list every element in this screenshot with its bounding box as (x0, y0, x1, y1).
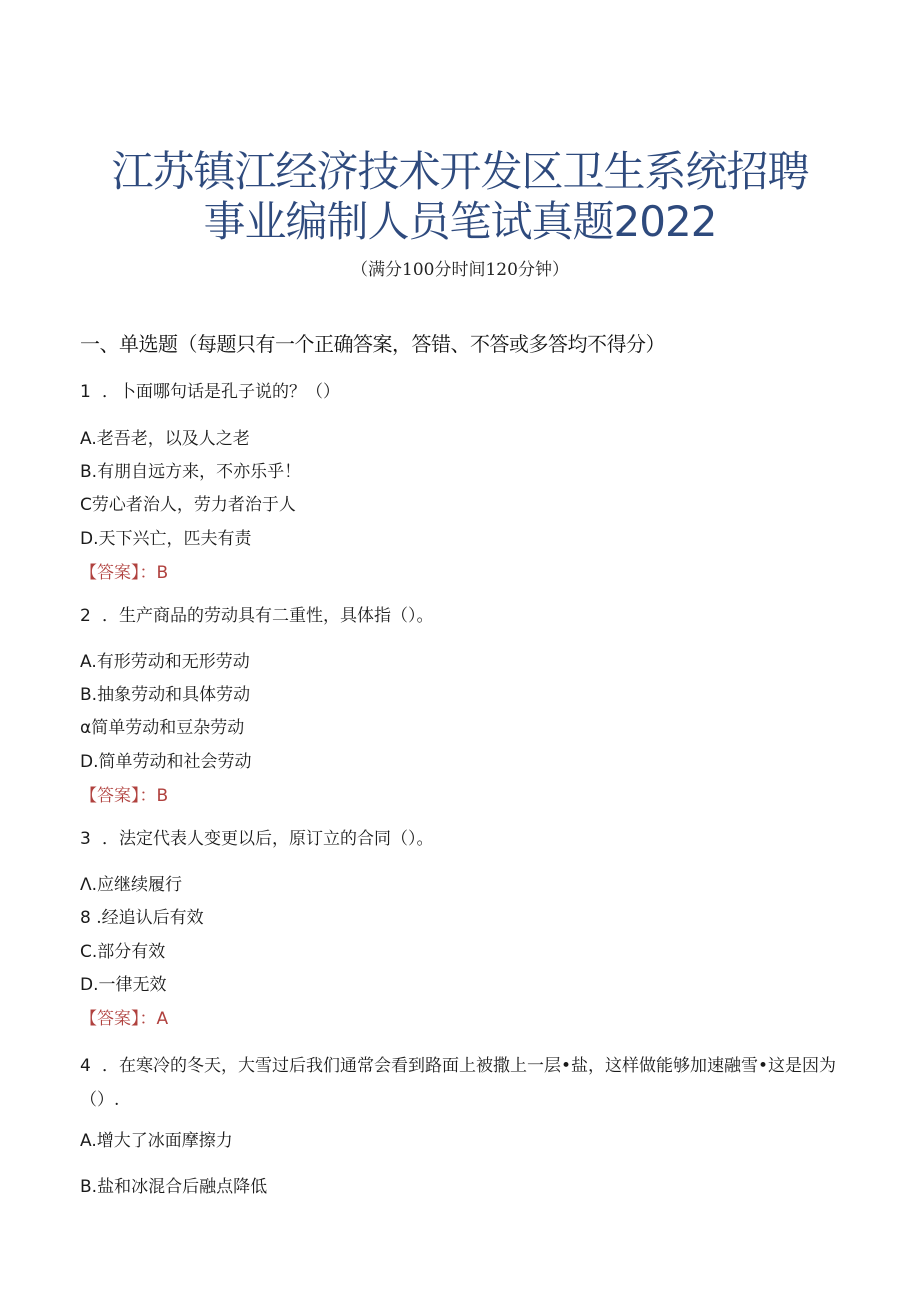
option-text: 有形劳动和无形劳动 (96, 652, 250, 672)
option-text: 抽象劳动和具体劳动 (97, 685, 251, 705)
answer-value: A (156, 1009, 169, 1029)
option-letter: α (80, 718, 92, 738)
option-letter: D. (80, 975, 99, 995)
option-text: 天下兴亡，匹夫有责 (98, 529, 252, 549)
answer-label: 【答案】： (80, 563, 157, 583)
option-letter: D. (80, 529, 99, 549)
answer-1 (80, 561, 168, 585)
option-letter: D. (80, 752, 99, 772)
option-text: 简单劳动和豆杂劳动 (91, 718, 245, 738)
option-text: 应继续履行 (97, 875, 183, 895)
option-3-c (80, 940, 165, 964)
option-text: 简单劳动和社会劳动 (98, 752, 252, 772)
option-1-d (80, 527, 252, 551)
option-3-d (80, 973, 167, 997)
question-4 (80, 1049, 840, 1117)
option-text: 老吾老，以及人之老 (96, 429, 250, 449)
option-text: 一律无效 (98, 975, 167, 995)
option-letter: Λ. (80, 875, 98, 895)
option-letter: A. (80, 429, 97, 449)
question-number: 1 (80, 382, 91, 402)
answer-3 (80, 1007, 168, 1031)
option-2-d (80, 750, 252, 774)
option-text: 盐和冰混合后融点降低 (97, 1177, 268, 1197)
question-text: ．生产商品的劳动具有二重性，具体指（）。 (102, 606, 434, 626)
answer-label: 【答案】： (80, 1009, 157, 1029)
section-heading: 一、单选题（每题只有一个正确答案，答错、不答或多答均不得分） (80, 332, 665, 356)
option-letter: B. (80, 685, 98, 705)
option-1-a (80, 427, 250, 451)
option-letter: A. (80, 652, 97, 672)
question-number: 3 (80, 829, 91, 849)
question-number: 4 (80, 1056, 91, 1076)
option-letter: C (80, 495, 92, 515)
answer-value: B (156, 786, 169, 806)
question-1 (80, 380, 340, 404)
option-4-b (80, 1175, 267, 1199)
option-letter: A. (80, 1131, 97, 1151)
option-1-c (80, 493, 296, 517)
option-text: 劳心者治人，劳力者治于人 (91, 495, 296, 515)
option-text: 增大了冰面摩擦力 (96, 1131, 233, 1151)
option-2-b (80, 683, 250, 707)
option-1-b (80, 460, 301, 484)
option-text: 有朋自远方来，不亦乐乎！ (97, 462, 302, 482)
option-text: .经追认后有效 (90, 908, 204, 928)
question-2 (80, 604, 434, 628)
option-letter: C. (80, 942, 98, 962)
question-text: ．在寒冷的冬天，大雪过后我们通常会看到路面上被撒上一层•盐，这样做能够加速融雪•这是因为（）. (80, 1056, 837, 1110)
question-3 (80, 827, 434, 851)
question-number: 2 (80, 606, 91, 626)
answer-2 (80, 784, 168, 808)
option-2-c (80, 716, 244, 740)
answer-value: B (156, 563, 169, 583)
option-4-a (80, 1129, 233, 1153)
document-title-line-1: 江苏镇江经济技术开发区卫生系统招聘 (111, 147, 809, 196)
option-2-a (80, 650, 250, 674)
question-text: ．法定代表人变更以后，原订立的合同（）。 (102, 829, 434, 849)
answer-label: 【答案】： (80, 786, 157, 806)
option-letter: 8 (80, 908, 91, 928)
exam-duration-note: （满分100分时间120分钟） (351, 260, 569, 280)
option-text: 部分有效 (97, 942, 166, 962)
document-title-line-2: 事业编制人员笔试真题2022 (203, 197, 717, 246)
option-letter: B. (80, 462, 98, 482)
option-3-a (80, 873, 182, 897)
option-letter: B. (80, 1177, 98, 1197)
option-3-b (80, 906, 204, 930)
question-text: ．卜面哪句话是孔子说的？（） (102, 382, 340, 402)
